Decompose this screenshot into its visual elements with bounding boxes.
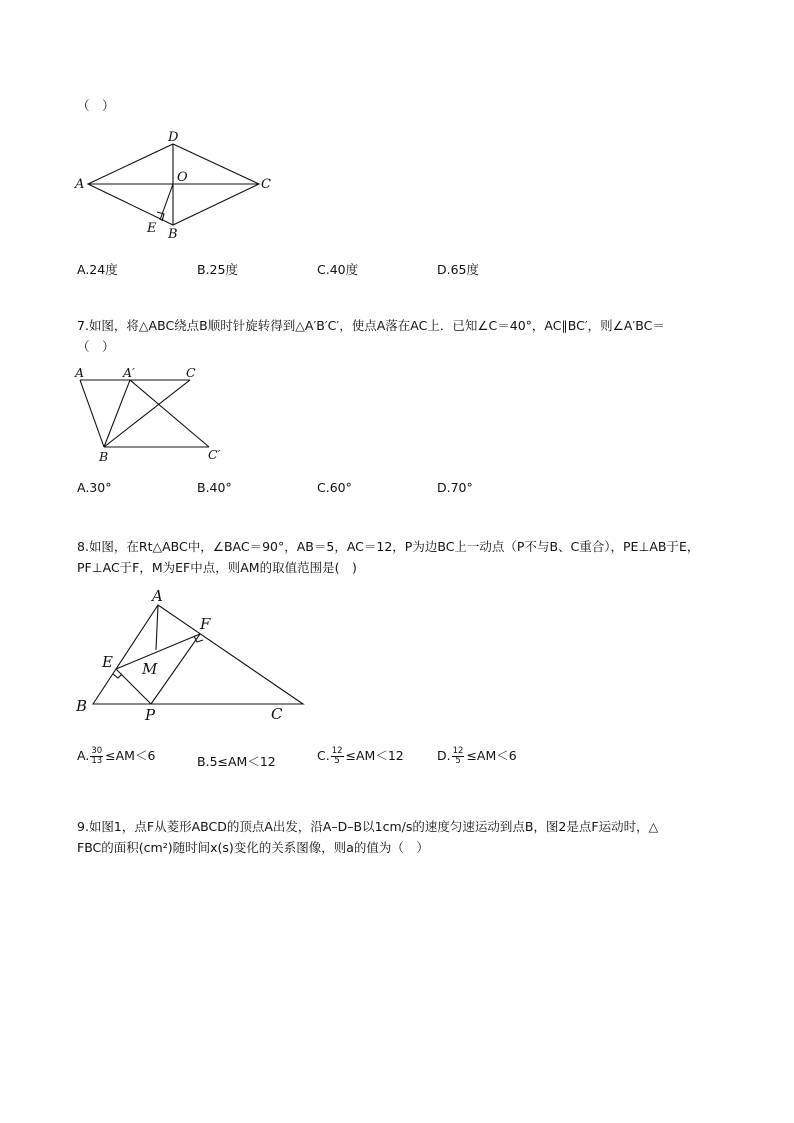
option-text: ≤AM＜6 [466, 748, 517, 763]
option-text: 5≤AM＜12 [209, 754, 276, 769]
q6-option-a[interactable]: A.24度 [77, 262, 118, 277]
fraction [331, 747, 344, 766]
label-A-prime: A′ [123, 365, 135, 380]
label-M: M [142, 660, 158, 678]
q8-option-a[interactable] [77, 746, 155, 766]
segment-a1c1 [130, 380, 209, 447]
fraction-numerator: 12 [452, 746, 464, 756]
label-E: E [102, 653, 113, 671]
q6-answer-blank: （ ） [77, 98, 115, 113]
fraction-numerator: 30 [91, 746, 103, 756]
label-F: F [200, 615, 211, 633]
label-A: A [152, 587, 163, 605]
fraction [452, 747, 465, 766]
segment-am [156, 605, 158, 650]
q7-option-b[interactable]: B.40° [197, 480, 232, 495]
option-prefix: C. [317, 748, 330, 763]
option-prefix: B. [197, 754, 210, 769]
label-B: B [76, 697, 88, 715]
label-C: C [271, 705, 283, 723]
q7-option-c[interactable]: C.60° [317, 480, 352, 495]
q8-stem-line2: PF⊥AC于F，M为EF中点，则AM的取值范围是( ) [77, 560, 357, 575]
fraction [90, 747, 103, 766]
option-prefix: D. [437, 748, 451, 763]
label-D: D [168, 130, 179, 145]
segment-ab [80, 380, 104, 447]
option-text: ≤AM＜6 [105, 748, 156, 763]
q9-stem-line2: FBC的面积(cm²)随时间x(s)变化的关系图像，则a的值为（ ） [77, 840, 429, 855]
right-angle-mark-e [113, 674, 122, 678]
label-A: A [75, 177, 85, 192]
fraction-denominator: 13 [91, 756, 103, 766]
fraction-denominator: 5 [334, 756, 340, 766]
q7-option-d[interactable]: D.70° [437, 480, 473, 495]
label-O: O [177, 170, 188, 185]
q8-stem-line1: 8.如图，在Rt△ABC中，∠BAC＝90°，AB＝5，AC＝12，P为边BC上一动点（P不与B、C重合），PE⊥AB于E， [77, 539, 700, 554]
option-text: ≤AM＜12 [345, 748, 404, 763]
label-B: B [99, 449, 109, 464]
q7-stem-line2: （ ） [77, 339, 115, 354]
fraction-denominator: 5 [455, 756, 461, 766]
q6-rhombus-figure [70, 128, 290, 242]
option-prefix: A. [77, 748, 90, 763]
q8-option-c[interactable] [317, 746, 404, 766]
q6-option-c[interactable]: C.40度 [317, 262, 359, 277]
label-C-prime: C′ [208, 447, 221, 462]
q7-rotation-figure [70, 364, 240, 464]
label-P: P [145, 706, 156, 724]
label-E: E [147, 221, 157, 236]
q8-option-d[interactable] [437, 746, 517, 766]
q8-option-b[interactable] [197, 752, 276, 770]
label-B: B [168, 227, 178, 242]
q7-stem-line1: 7.如图，将△ABC绕点B顺时针旋转得到△A′B′C′，使点A落在AC上．已知∠C＝40°，AC∥BC′，则∠A′BC＝ [77, 318, 665, 333]
label-A: A [75, 365, 85, 380]
label-C: C [261, 177, 271, 192]
q7-option-a[interactable]: A.30° [77, 480, 112, 495]
q6-option-d[interactable]: D.65度 [437, 262, 480, 277]
triangle-abc [93, 605, 303, 704]
q6-option-b[interactable]: B.25度 [197, 262, 238, 277]
label-C: C [186, 365, 196, 380]
fraction-numerator: 12 [331, 746, 343, 756]
segment-oe [160, 184, 173, 220]
q9-stem-line1: 9.如图1，点F从菱形ABCD的顶点A出发，沿A–D–B以1cm/s的速度匀速运动到点B，图2是点F运动时，△ [77, 819, 659, 834]
q8-right-triangle-figure [70, 585, 320, 725]
